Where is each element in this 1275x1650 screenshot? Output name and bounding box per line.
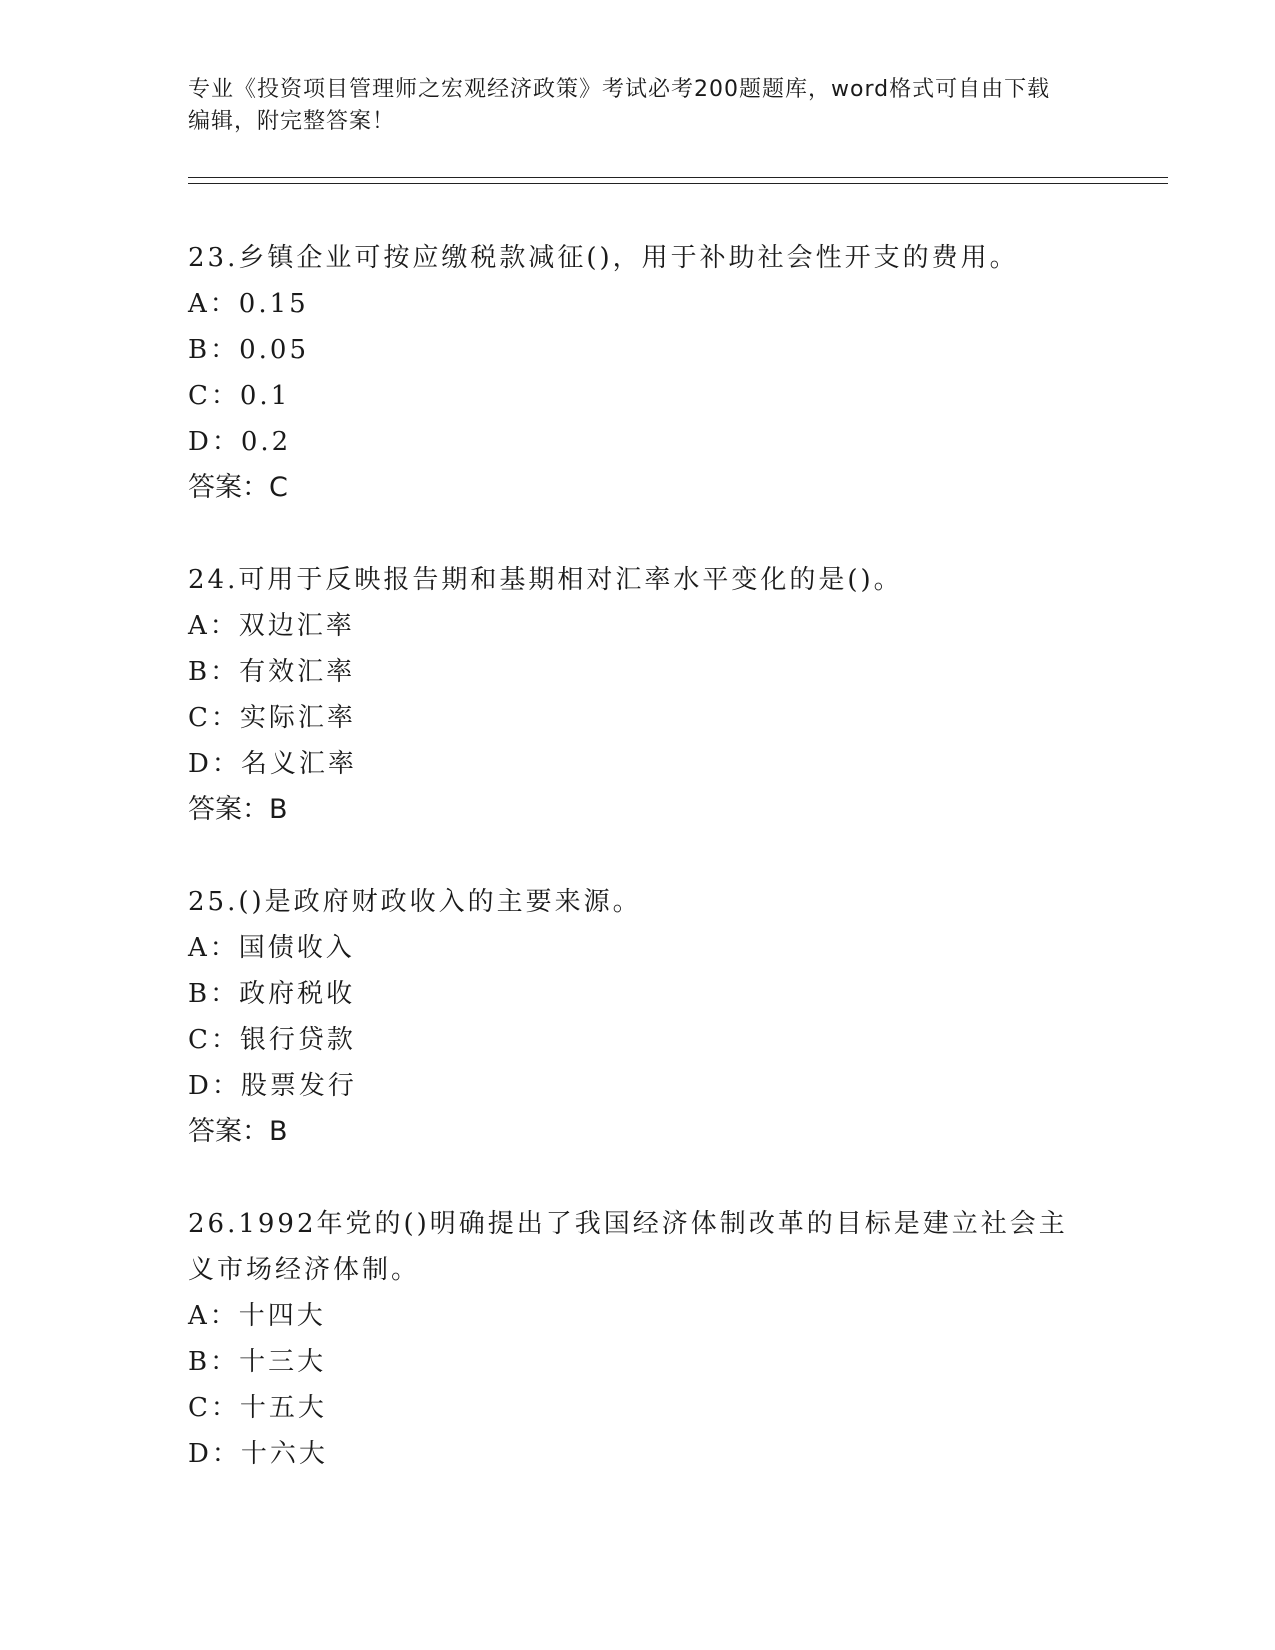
question-25: [188, 879, 1088, 1155]
question-stem: 24.可用于反映报告期和基期相对汇率水平变化的是()。: [188, 565, 903, 595]
option-a: A：国债收入: [188, 933, 355, 963]
answer: 答案：B: [188, 794, 288, 825]
answer: 答案：B: [188, 1116, 288, 1147]
option-c: C：银行贷款: [188, 1025, 356, 1055]
question-24: [188, 557, 1088, 833]
option-d: D：股票发行: [188, 1071, 357, 1101]
answer: 答案：C: [188, 472, 288, 503]
question-stem: 23.乡镇企业可按应缴税款减征()，用于补助社会性开支的费用。: [188, 243, 1019, 273]
header-divider-top: [188, 177, 1168, 178]
option-c: C：0.1: [188, 381, 291, 411]
option-b: B：0.05: [188, 335, 309, 365]
question-23: [188, 235, 1088, 511]
option-a: A：十四大: [188, 1301, 326, 1331]
option-a: A：双边汇率: [188, 611, 355, 641]
question-stem: 25.()是政府财政收入的主要来源。: [188, 887, 642, 917]
option-c: C：十五大: [188, 1393, 327, 1423]
question-stem: 26.1992年党的()明确提出了我国经济体制改革的目标是建立社会主义市场经济体制。: [188, 1209, 1068, 1285]
question-26: [188, 1201, 1088, 1477]
option-d: D：名义汇率: [188, 749, 357, 779]
option-b: B：政府税收: [188, 979, 356, 1009]
option-a: A：0.15: [188, 289, 309, 319]
option-b: B：有效汇率: [188, 657, 356, 687]
option-d: D：十六大: [188, 1439, 328, 1469]
document-header: 专业《投资项目管理师之宏观经济政策》考试必考200题题库，word格式可自由下载编辑，附完整答案！: [188, 77, 1051, 134]
option-d: D：0.2: [188, 427, 292, 457]
option-b: B：十三大: [188, 1347, 327, 1377]
header-divider-bottom: [188, 183, 1168, 184]
option-c: C：实际汇率: [188, 703, 356, 733]
